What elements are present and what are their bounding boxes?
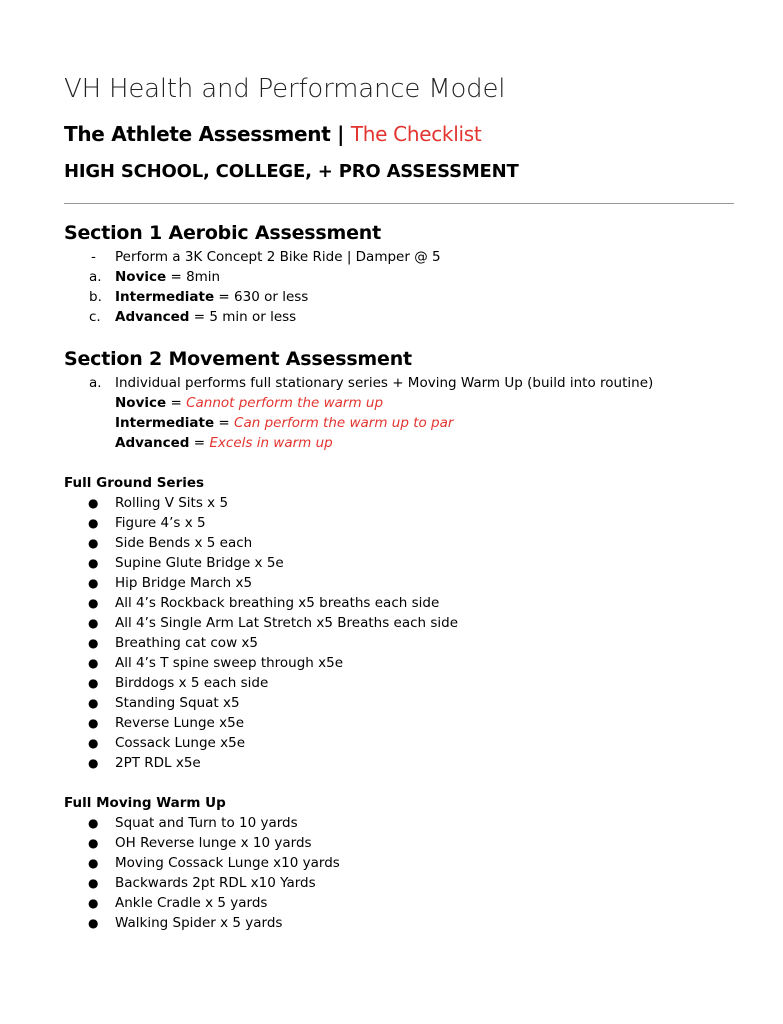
list-marker: a.: [89, 269, 102, 285]
list-marker: c.: [89, 309, 101, 325]
list-marker: b.: [89, 289, 102, 305]
section1-task-text: Perform a 3K Concept 2 Bike Ride | Damper @ 5: [115, 249, 441, 265]
list-item: [64, 913, 734, 933]
list-item: [64, 853, 734, 873]
list-item: [64, 673, 734, 693]
list-item-text: Breathing cat cow x5: [115, 635, 258, 651]
list-item: [64, 813, 734, 833]
list-item: [64, 713, 734, 733]
list-item: [64, 893, 734, 913]
bullet-icon: ●: [88, 916, 99, 930]
moving-warmup-heading: Full Moving Warm Up: [64, 795, 226, 811]
list-item-text: Supine Glute Bridge x 5e: [115, 555, 284, 571]
list-item-text: Side Bends x 5 each: [115, 535, 253, 551]
bullet-icon: ●: [88, 736, 99, 750]
bullet-icon: ●: [88, 836, 99, 850]
list-item-text: Reverse Lunge x5e: [115, 715, 245, 731]
section2-task-text: Individual performs full stationary series + Moving Warm Up (build into routine): [115, 375, 654, 391]
bullet-icon: ●: [88, 716, 99, 730]
level-label: Intermediate: [115, 289, 215, 305]
section1-level-item: [64, 307, 734, 327]
list-item-text: Backwards 2pt RDL x10 Yards: [115, 875, 316, 891]
moving-warmup-list: [64, 813, 734, 933]
level-heading: HIGH SCHOOL, COLLEGE, + PRO ASSESSMENT: [64, 161, 519, 182]
list-item-text: All 4’s T spine sweep through x5e: [115, 655, 344, 671]
section1-level-item: [64, 287, 734, 307]
list-item-text: Walking Spider x 5 yards: [115, 915, 283, 931]
dash-marker: -: [91, 249, 96, 265]
list-item: [64, 493, 734, 513]
bullet-icon: ●: [88, 696, 99, 710]
list-item: [64, 833, 734, 853]
horizontal-divider: [64, 203, 734, 204]
level-value: = 630 or less: [214, 289, 309, 305]
list-item-text: Birddogs x 5 each side: [115, 675, 269, 691]
section2-level-item: [64, 413, 734, 433]
list-item: [64, 633, 734, 653]
level-label: Advanced: [115, 435, 190, 451]
list-item-text: All 4’s Rockback breathing x5 breaths each side: [115, 595, 440, 611]
bullet-icon: ●: [88, 816, 99, 830]
bullet-icon: ●: [88, 756, 99, 770]
bullet-icon: ●: [88, 576, 99, 590]
list-item: [64, 693, 734, 713]
level-description: Excels in warm up: [209, 435, 333, 451]
list-item: [64, 733, 734, 753]
list-item-text: All 4’s Single Arm Lat Stretch x5 Breaths each side: [115, 615, 459, 631]
bullet-icon: ●: [88, 616, 99, 630]
list-item: [64, 873, 734, 893]
bullet-icon: ●: [88, 636, 99, 650]
level-equals: =: [166, 395, 187, 411]
list-item-text: OH Reverse lunge x 10 yards: [115, 835, 312, 851]
list-item-text: 2PT RDL x5e: [115, 755, 201, 771]
list-item-text: Moving Cossack Lunge x10 yards: [115, 855, 340, 871]
bullet-icon: ●: [88, 596, 99, 610]
bullet-icon: ●: [88, 516, 99, 530]
level-equals: =: [214, 415, 235, 431]
section2-level-item: [64, 393, 734, 413]
bullet-icon: ●: [88, 536, 99, 550]
level-label: Novice: [115, 269, 167, 285]
subtitle-main: The Athlete Assessment: [64, 122, 331, 146]
list-item: [64, 653, 734, 673]
bullet-icon: ●: [88, 896, 99, 910]
level-description: Can perform the warm up to par: [234, 415, 454, 431]
level-label: Novice: [115, 395, 167, 411]
section1-task: [64, 247, 734, 267]
bullet-icon: ●: [88, 496, 99, 510]
document-title: VH Health and Performance Model: [64, 74, 506, 104]
document-page: [64, 70, 734, 933]
bullet-icon: ●: [88, 556, 99, 570]
section1-heading: Section 1 Aerobic Assessment: [64, 222, 381, 244]
list-item: [64, 753, 734, 773]
section1-levels: [64, 267, 734, 327]
list-item-text: Rolling V Sits x 5: [115, 495, 229, 511]
list-item-text: Ankle Cradle x 5 yards: [115, 895, 268, 911]
level-value: = 8min: [166, 269, 221, 285]
bullet-icon: ●: [88, 856, 99, 870]
level-label: Intermediate: [115, 415, 215, 431]
bullet-icon: ●: [88, 876, 99, 890]
list-item: [64, 613, 734, 633]
list-item: [64, 513, 734, 533]
subtitle-separator: |: [337, 122, 345, 146]
level-value: = 5 min or less: [189, 309, 297, 325]
list-item-text: Hip Bridge March x5: [115, 575, 253, 591]
bullet-icon: ●: [88, 656, 99, 670]
ground-series-list: [64, 493, 734, 773]
level-equals: =: [189, 435, 210, 451]
level-label: Advanced: [115, 309, 190, 325]
list-item-text: Squat and Turn to 10 yards: [115, 815, 298, 831]
section2-task: [64, 373, 734, 393]
level-description: Cannot perform the warm up: [186, 395, 384, 411]
ground-series-heading: Full Ground Series: [64, 475, 205, 491]
section1-level-item: [64, 267, 734, 287]
list-item-text: Standing Squat x5: [115, 695, 240, 711]
section2-level-item: [64, 433, 734, 453]
section2-heading: Section 2 Movement Assessment: [64, 348, 412, 370]
list-item: [64, 573, 734, 593]
subtitle-accent: The Checklist: [350, 122, 482, 146]
list-marker: a.: [89, 375, 102, 391]
list-item: [64, 593, 734, 613]
bullet-icon: ●: [88, 676, 99, 690]
list-item: [64, 533, 734, 553]
section2-levels: [64, 393, 734, 453]
list-item-text: Figure 4’s x 5: [115, 515, 206, 531]
assessment-subtitle: [64, 119, 734, 149]
list-item: [64, 553, 734, 573]
list-item-text: Cossack Lunge x5e: [115, 735, 246, 751]
